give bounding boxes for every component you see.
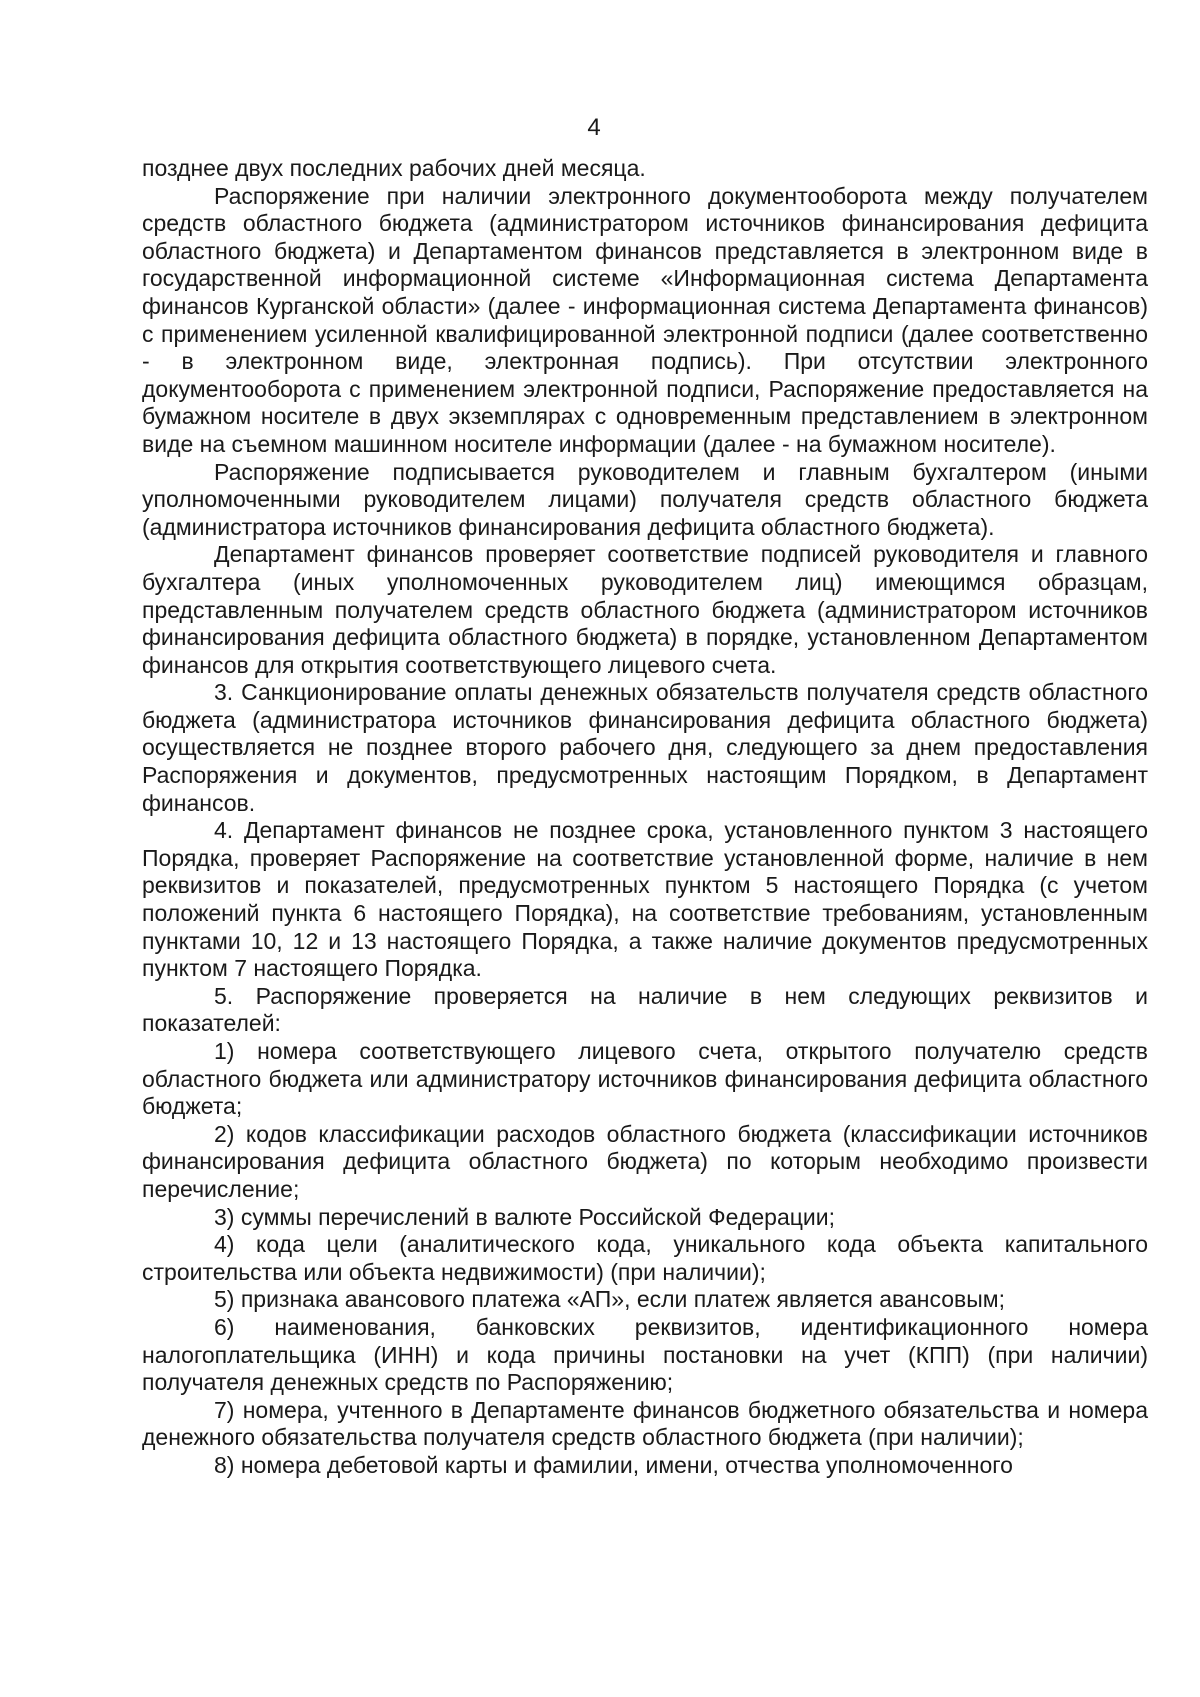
list-item-4: 4) кода цели (аналитического кода, уникального кода объекта капитального строительства или объекта недвижимости) (при наличии); [142, 1231, 1148, 1285]
list-item-7: 7) номера, учтенного в Департаменте финансов бюджетного обязательства и номера денежного обязательства получателя средств областного бюджета (при наличии); [142, 1396, 1148, 1451]
paragraph-signature-check: Департамент финансов проверяет соответствие подписей руководителя и главного бухгалтера (иных уполномоченных руководителем лиц) имеющимся образцам, представленным получателем средств областного бюджета (администратором источников финансирования дефицита областного бюджета) в порядке, установленном Департаментом финансов для открытия соответствующего лицевого счета. [142, 541, 1148, 678]
list-item-6: 6) наименования, банковских реквизитов, идентификационного номера налогоплательщика (ИНН) и кода причины постановки на учет (КПП) (при наличии) получателя денежных средств по Распоряжению; [142, 1313, 1148, 1396]
list-item-2: 2) кодов классификации расходов областного бюджета (классификации источников финансирования дефицита областного бюджета) по которым необходимо произвести перечисление; [142, 1120, 1148, 1202]
paragraph-electronic-submission: Распоряжение при наличии электронного документооборота между получателем средств областного бюджета (администратором источников финансирования дефицита областного бюджета) и Департаментом финансов представляется в электронном виде в государственной информационной системе «Информационная система Департамента финансов Курганской области» (далее - информационная система Департамента финансов) с применением усиленной квалифицированной электронной подписи (далее соответственно - в электронном виде, электронная подпись). При отсутствии электронного документооборота с применением электронной подписи, Распоряжение предоставляется на бумажном носителе в двух экземплярах с одновременным представлением в электронном виде на съемном машинном носителе информации (далее - на бумажном носителе). [142, 182, 1148, 457]
list-item-3: 3) суммы перечислений в валюте Российской Федерации; [214, 1203, 835, 1230]
paragraph-continuation: позднее двух последних рабочих дней месяца. [142, 155, 646, 181]
list-item-8: 8) номера дебетовой карты и фамилии, имени, отчества уполномоченного [214, 1451, 1013, 1478]
paragraph-item-4: 4. Департамент финансов не позднее срока, установленного пунктом 3 настоящего Порядка, проверяет Распоряжение на соответствие установленной форме, наличие в нем реквизитов и показателей, предусмотренных пунктом 5 настоящего Порядка (с учетом положений пункта 6 настоящего Порядка), на соответствие требованиям, установленным пунктами 10, 12 и 13 настоящего Порядка, а также наличие документов предусмотренных пунктом 7 настоящего Порядка. [142, 817, 1148, 982]
page-number: 4 [587, 114, 601, 141]
list-item-5: 5) признака авансового платежа «АП», если платеж является авансовым; [214, 1286, 1005, 1313]
paragraph-item-3: 3. Санкционирование оплаты денежных обязательств получателя средств областного бюджета (администратора источников финансирования дефицита областного бюджета) осуществляется не позднее второго рабочего дня, следующего за днем предоставления Распоряжения и документов, предусмотренных настоящим Порядком, в Департамент финансов. [142, 679, 1148, 816]
list-item-1: 1) номера соответствующего лицевого счета, открытого получателю средств областного бюджета или администратору источников финансирования дефицита областного бюджета; [142, 1038, 1148, 1120]
document-body [142, 155, 1148, 1480]
paragraph-signing: Распоряжение подписывается руководителем и главным бухгалтером (иными уполномоченными руководителем лицами) получателя средств областного бюджета (администратора источников финансирования дефицита областного бюджета). [142, 458, 1148, 540]
paragraph-item-5: 5. Распоряжение проверяется на наличие в нем следующих реквизитов и показателей: [142, 982, 1148, 1037]
